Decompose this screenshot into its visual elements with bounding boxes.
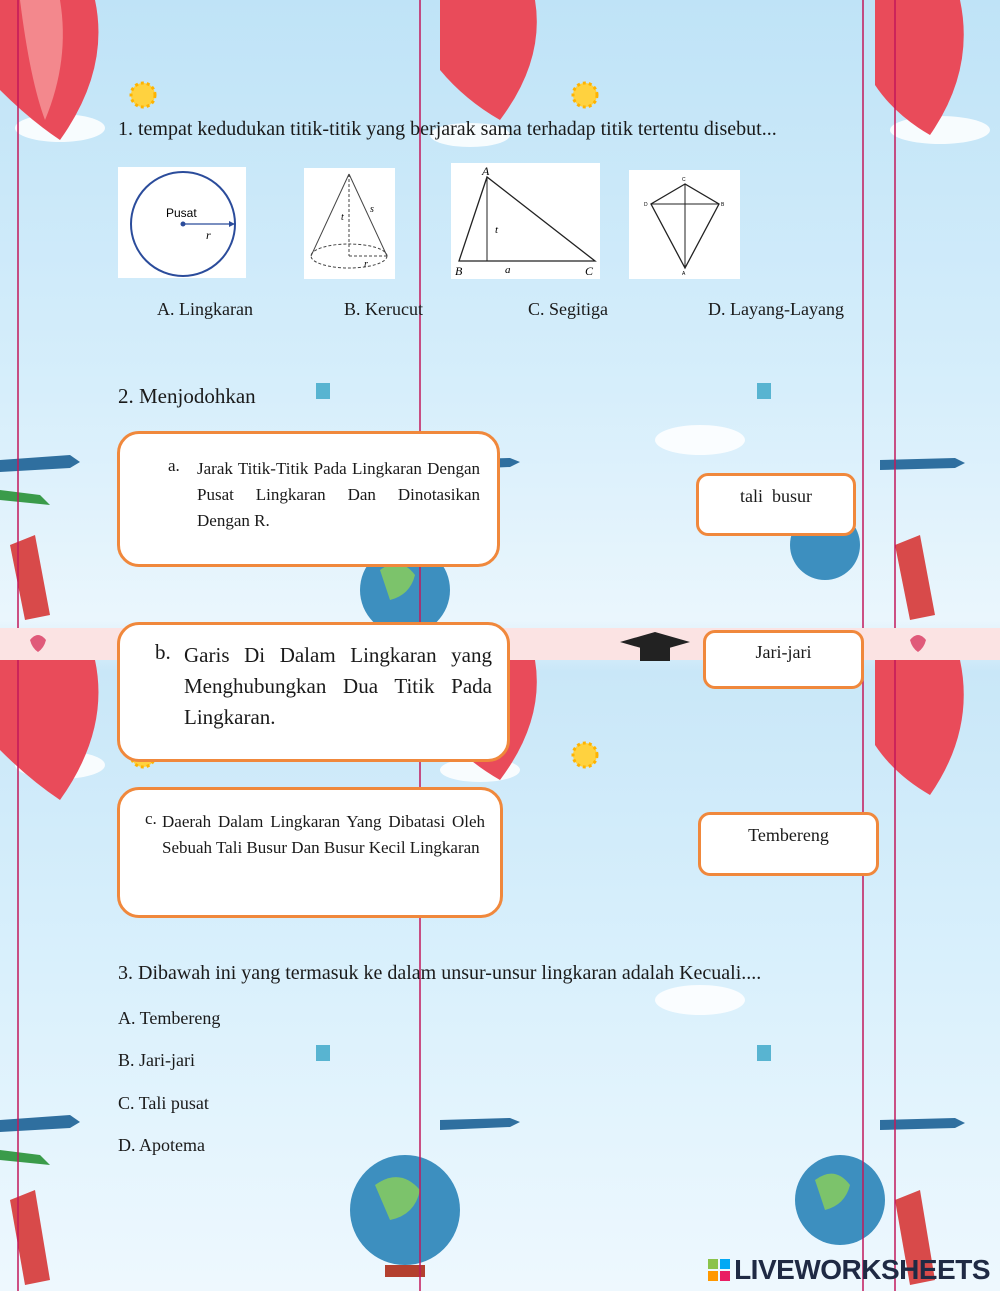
q3-question: 3. Dibawah ini yang termasuk ke dalam unsur-unsur lingkaran adalah Kecuali.... [118, 962, 762, 984]
cone-diagram [304, 168, 395, 279]
liveworksheets-logo-text: LIVEWORKSHEETS [734, 1254, 990, 1285]
q2-title: 2. Menjodohkan [118, 384, 256, 408]
triangle-vertex-c: C [585, 264, 594, 278]
q3-option-a[interactable]: A. Tembereng [118, 1008, 221, 1028]
q1-option-b[interactable]: B. Kerucut [344, 299, 423, 319]
circle-figure [118, 167, 246, 278]
match-item-b[interactable] [117, 622, 510, 762]
triangle-vertex-a: A [482, 164, 490, 178]
match-item-b-letter: b. [155, 640, 171, 664]
cone-radius-label: r [364, 259, 368, 270]
kite-top-label: C [682, 177, 686, 183]
match-item-a[interactable] [117, 431, 500, 567]
kite-figure [629, 170, 740, 279]
triangle-diagram [451, 163, 600, 279]
answer-jari-jari[interactable]: Jari-jari [703, 630, 864, 689]
match-item-a-text: Jarak Titik-Titik Pada Lingkaran Dengan Pusat Lingkaran Dan Dinotasikan Dengan R. [197, 459, 480, 530]
kite-diagram [629, 170, 740, 279]
circle-radius-label: r [206, 228, 211, 242]
match-item-b-text: Garis Di Dalam Lingkaran yang Menghubungkan Dua Titik Pada Lingkaran. [184, 643, 492, 729]
liveworksheets-logo [708, 1254, 990, 1286]
q3-option-c[interactable]: C. Tali pusat [118, 1093, 209, 1113]
q1-option-a[interactable]: A. Lingkaran [157, 299, 253, 319]
match-item-c[interactable] [117, 787, 503, 918]
triangle-base-label: a [505, 264, 511, 276]
circle-center-label: Pusat [166, 206, 197, 220]
circle-diagram [118, 167, 246, 278]
liveworksheets-logo-icon [708, 1259, 730, 1281]
match-item-a-letter: a. [168, 456, 180, 475]
triangle-height-label: t [495, 224, 499, 236]
answer-tali-busur[interactable]: tali busur [696, 473, 856, 536]
q1-option-c[interactable]: C. Segitiga [528, 299, 608, 319]
q3-option-b[interactable]: B. Jari-jari [118, 1050, 195, 1070]
kite-bottom-label: A [682, 271, 686, 277]
match-item-c-letter: c. [145, 809, 157, 828]
cone-height-label: t [341, 212, 344, 223]
kite-right-label: B [721, 202, 725, 208]
q1-question: 1. tempat kedudukan titik-titik yang berjarak sama terhadap titik tertentu disebut... [118, 118, 777, 140]
triangle-vertex-b: B [455, 264, 463, 278]
cone-figure [304, 168, 395, 279]
answer-tembereng[interactable]: Tembereng [698, 812, 879, 876]
cone-slant-label: s [370, 204, 374, 215]
match-item-c-text: Daerah Dalam Lingkaran Yang Dibatasi Oleh Sebuah Tali Busur Dan Busur Kecil Lingkaran [162, 812, 485, 857]
kite-left-label: D [644, 202, 648, 208]
q3-option-d[interactable]: D. Apotema [118, 1135, 205, 1155]
triangle-figure [451, 163, 600, 279]
q1-option-d[interactable]: D. Layang-Layang [708, 299, 844, 319]
